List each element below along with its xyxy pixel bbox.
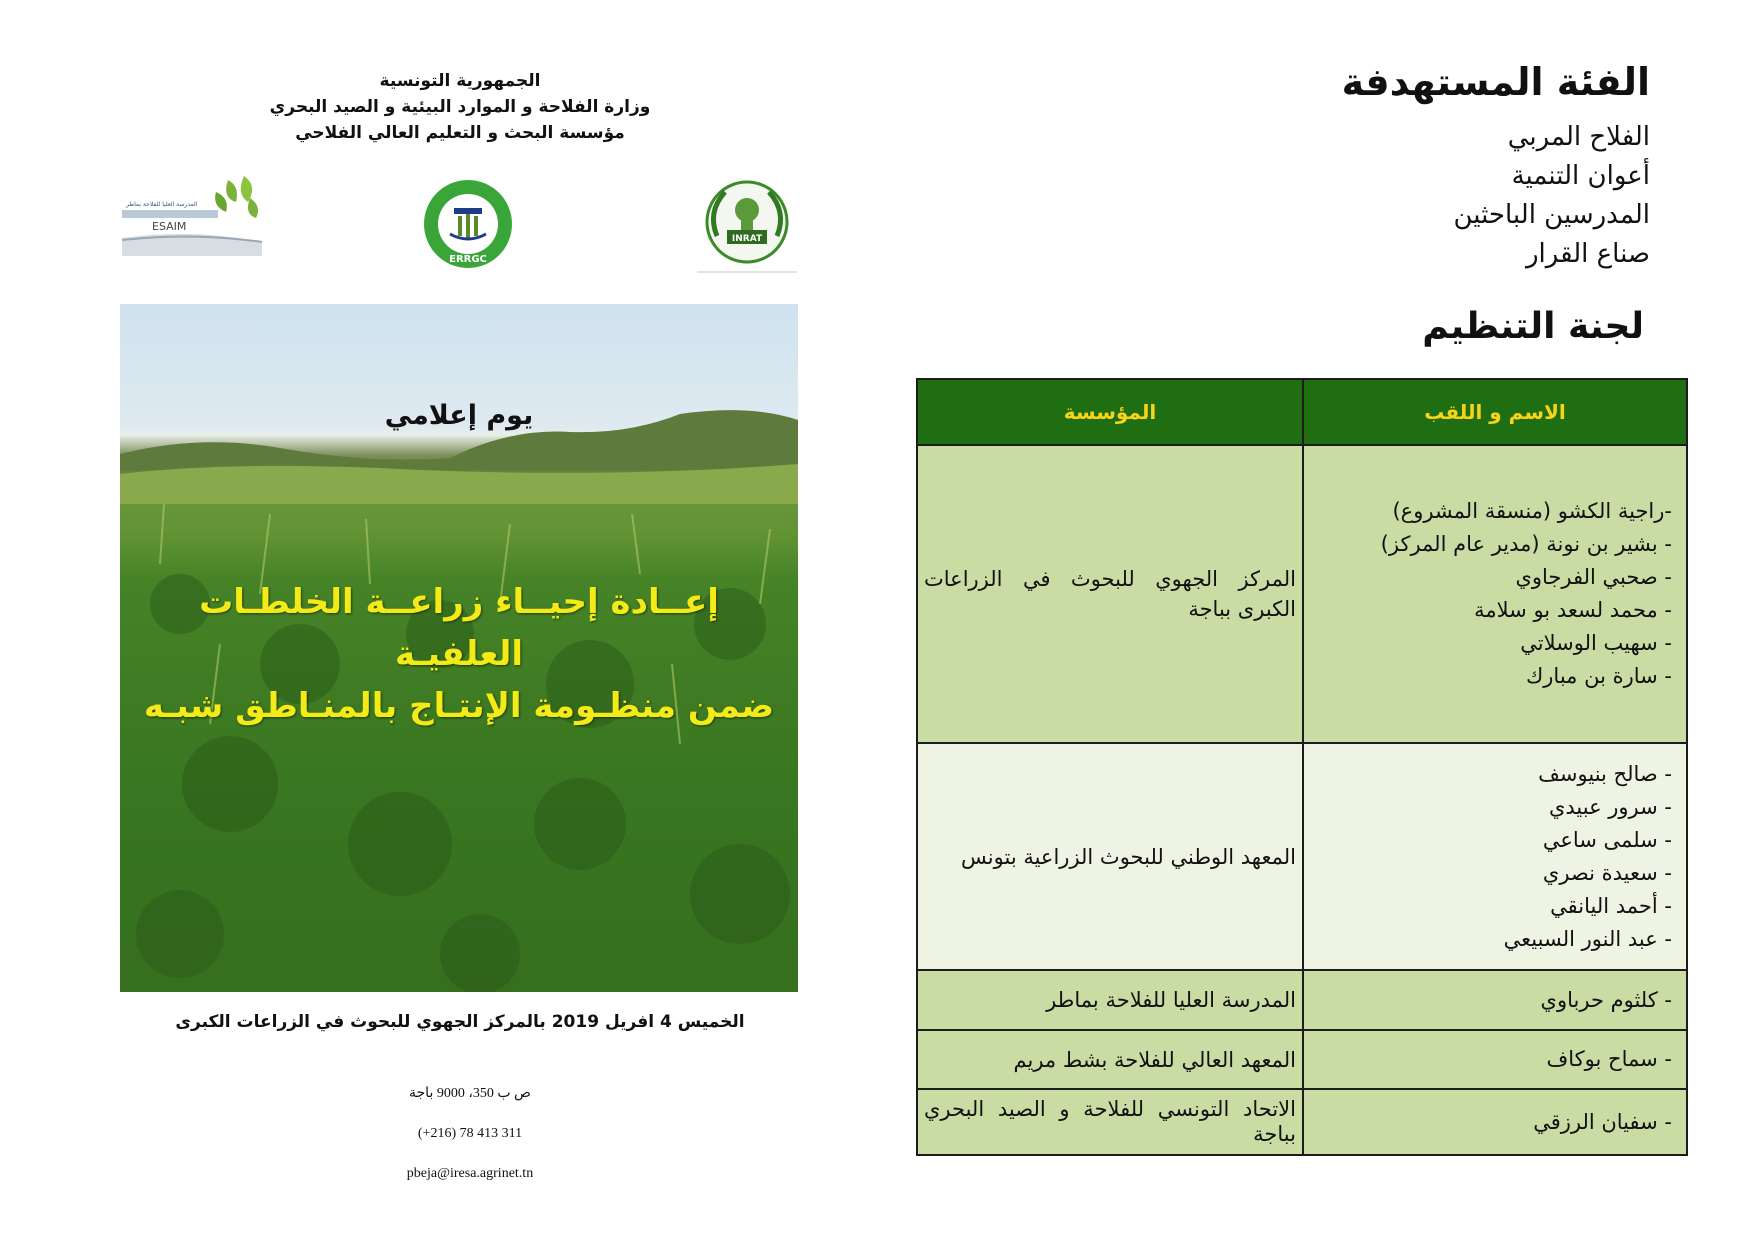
names-cell [1303,445,1687,743]
column-header-name: الاسم و اللقب [1303,379,1687,445]
ministry-name: وزارة الفلاحة و الموارد البيئية و الصيد البحري [269,97,651,117]
poster-photo [120,304,798,992]
phone-number: (+216) 78 413 311 [417,1126,523,1141]
institution-cell [917,743,1303,970]
institution-cell [917,1030,1303,1089]
event-label: يوم إعلامي [384,400,534,431]
institution-cell [917,1089,1303,1155]
member-name: - سعيدة نصري [1542,860,1672,885]
target-item: صناع القرار [1525,239,1650,269]
svg-text:INRAT: INRAT [731,234,763,244]
member-name: - صحبي الفرجاوي [1515,565,1672,589]
svg-text:ESAIM: ESAIM [152,220,187,233]
committee-table [916,378,1688,1156]
esaim-logo [118,172,266,256]
member-name: - عبد النور السبيعي [1503,926,1672,951]
member-name: - سماح بوكاف [1546,1047,1672,1071]
republic-name: الجمهورية التونسية [379,71,541,91]
target-audience-list [1453,118,1650,274]
column-header-institution: المؤسسة [917,379,1303,445]
institution-text: المركز الجهوي للبحوث في الزراعات الكبرى بباجة [924,567,1296,621]
member-name: -راجية الكشو (منسقة المشروع) [1392,499,1672,523]
names-cell [1303,1030,1687,1089]
member-name: - كلثوم حرباوي [1540,987,1672,1012]
inrat-logo [697,176,797,274]
organizing-committee-heading: لجنة التنظيم [1422,306,1644,347]
names-cell [1303,1089,1687,1155]
institution-name: مؤسسة البحث و التعليم العالي الفلاحي [295,123,625,143]
target-item: المدرسين الباحثين [1453,200,1650,230]
table-row [917,1089,1687,1155]
member-name: - سلمى ساعي [1542,827,1672,852]
target-audience-heading: الفئة المستهدفة [1341,60,1650,104]
institution-text: المدرسة العليا للفلاحة بماطر [1046,988,1296,1012]
institution-text: المعهد العالي للفلاحة بشط مريم [1013,1047,1296,1072]
names-cell [1303,970,1687,1030]
member-name: - سرور عبيدي [1548,794,1672,819]
member-name: - سهيب الوسلاتي [1520,631,1672,655]
target-item: الفلاح المربي [1507,122,1650,152]
event-title [140,576,778,732]
member-name: - بشير بن نونة (مدير عام المركز) [1380,532,1672,556]
institution-cell [917,970,1303,1030]
names-list [1304,1043,1686,1076]
svg-text:المدرسة العليا للفلاحة بماطر: المدرسة العليا للفلاحة بماطر [126,201,198,208]
member-name: - أحمد اليانقي [1550,893,1672,918]
table-row [917,743,1687,970]
table-row [917,970,1687,1030]
event-date: الخميس 4 افريل 2019 بالمركز الجهوي للبحوث في الزراعات الكبرى [175,1012,745,1032]
institution-cell [917,445,1303,743]
table-row [917,445,1687,743]
names-list [1304,495,1686,693]
institution-text: الاتحاد التونسي للفلاحة و الصيد البحري بباجة [924,1097,1296,1146]
member-name: - صالح بنيوسف [1538,761,1672,786]
email-address: pbeja@iresa.agrinet.tn [406,1166,534,1181]
errgc-logo [420,178,516,270]
institution-text: المعهد الوطني للبحوث الزراعية بتونس [961,844,1296,869]
table-header-row [917,379,1687,445]
government-header [200,68,720,146]
member-name: - سفيان الرزقي [1533,1109,1672,1134]
names-list [1304,984,1686,1017]
names-list [1304,1106,1686,1139]
event-title-line-1: إعــادة إحيــاء زراعــة الخلطـات العلفيـة [199,582,719,674]
event-title-line-2: ضمن منظـومة الإنتـاج بالمنـاطق شبـه [143,686,775,726]
names-cell [1303,743,1687,970]
names-list [1304,758,1686,956]
table-row [917,1030,1687,1089]
svg-text:ERRGC: ERRGC [449,254,487,265]
member-name: - سارة بن مبارك [1525,664,1672,688]
target-item: أعوان التنمية [1511,161,1650,191]
postal-address: ص ب 350، 9000 باجة [409,1086,531,1101]
member-name: - محمد لسعد بو سلامة [1474,598,1672,622]
